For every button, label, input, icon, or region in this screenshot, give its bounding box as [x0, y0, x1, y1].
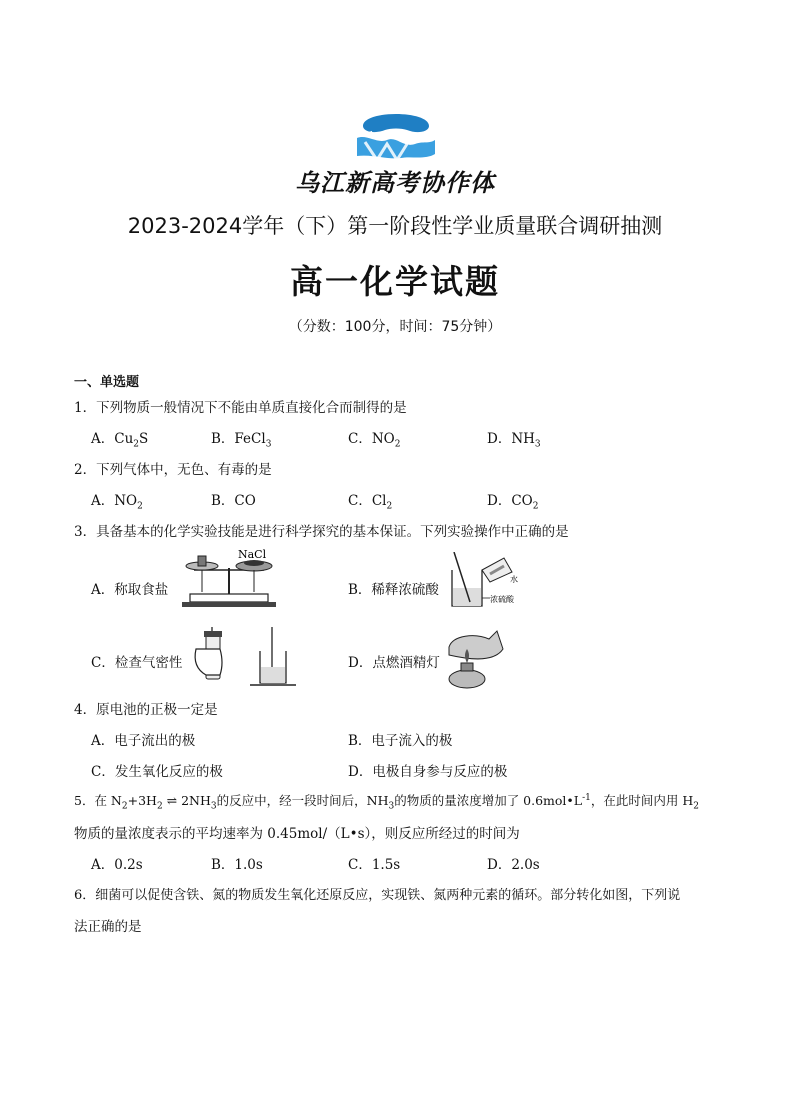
nacl-label: NaCl — [238, 548, 267, 561]
question-6-stem-line2: 法正确的是 — [74, 919, 142, 935]
q3-option-c: C．检查气密性 — [91, 655, 183, 671]
exam-title: 高一化学试题 — [290, 262, 500, 301]
alcohol-lamp-figure — [445, 627, 505, 689]
question-5-stem-line1: 5．在 $N_2+3H_2$ ⇌ $2NH_3$的反应中，经一段时间后，$NH_3$的物质的量浓度增加了 $0.6mol•L^{-1}$，在此时间内用 $H_2$ — [74, 792, 699, 812]
q4-option-b: B．电子流入的极 — [348, 733, 453, 749]
airtightness-figure — [190, 627, 300, 689]
score-time-info: （分数：100分，时间：75分钟） — [288, 319, 502, 335]
balance-scale-figure — [172, 548, 282, 610]
question-5-stem-line2: 物质的量浓度表示的平均速率为 0.45mol/（L•s），则反应所经过的时间为 — [74, 826, 520, 842]
question-2-stem: 2．下列气体中，无色、有毒的是 — [74, 462, 272, 478]
q5-option-a: A．0.2s — [91, 857, 143, 873]
question-3-stem: 3．具备基本的化学实验技能是进行科学探究的基本保证。下列实验操作中正确的是 — [74, 524, 569, 540]
q4-option-a: A．电子流出的极 — [91, 733, 196, 749]
question-4-stem: 4．原电池的正极一定是 — [74, 702, 218, 718]
q3-option-d: D．点燃酒精灯 — [348, 655, 440, 671]
publisher-logo — [357, 104, 435, 162]
acid-label: 浓硫酸 — [490, 595, 514, 604]
q5-option-d: D．2.0s — [487, 857, 540, 873]
question-1-stem: 1．下列物质一般情况下不能由单质直接化合而制得的是 — [74, 400, 407, 416]
section-heading: 一、单选题 — [74, 375, 140, 390]
q2-option-c: C．$Cl_2$ — [348, 493, 393, 512]
q2-option-a: A．$NO_2$ — [91, 493, 143, 512]
q2-option-d: D．$CO_2$ — [487, 493, 539, 512]
q1-option-b: B．FeCl$_3$ — [211, 431, 272, 450]
q4-option-d: D．电极自身参与反应的极 — [348, 764, 508, 780]
q1-option-c: C．$NO_2$ — [348, 431, 401, 450]
brand-name: 乌江新高考协作体 — [295, 169, 495, 197]
q3-option-b: B．稀释浓硫酸 — [348, 582, 439, 598]
q2-option-b: B．CO — [211, 493, 256, 509]
dilution-figure — [442, 552, 522, 614]
q5-option-b: B．1.0s — [211, 857, 263, 873]
q3-option-a: A．称取食盐 — [91, 582, 169, 598]
q5-option-c: C．1.5s — [348, 857, 401, 873]
water-label: 水 — [510, 575, 518, 584]
question-6-stem-line1: 6．细菌可以促使含铁、氮的物质发生氧化还原反应，实现铁、氮两种元素的循环。部分转化如图，下列说 — [74, 888, 681, 903]
exam-subtitle: 2023-2024学年（下）第一阶段性学业质量联合调研抽测 — [127, 214, 663, 238]
q1-option-a: A．$Cu_2S$ — [91, 431, 149, 450]
q1-option-d: D．$NH_3$ — [487, 431, 541, 450]
q4-option-c: C．发生氧化反应的极 — [91, 764, 223, 780]
